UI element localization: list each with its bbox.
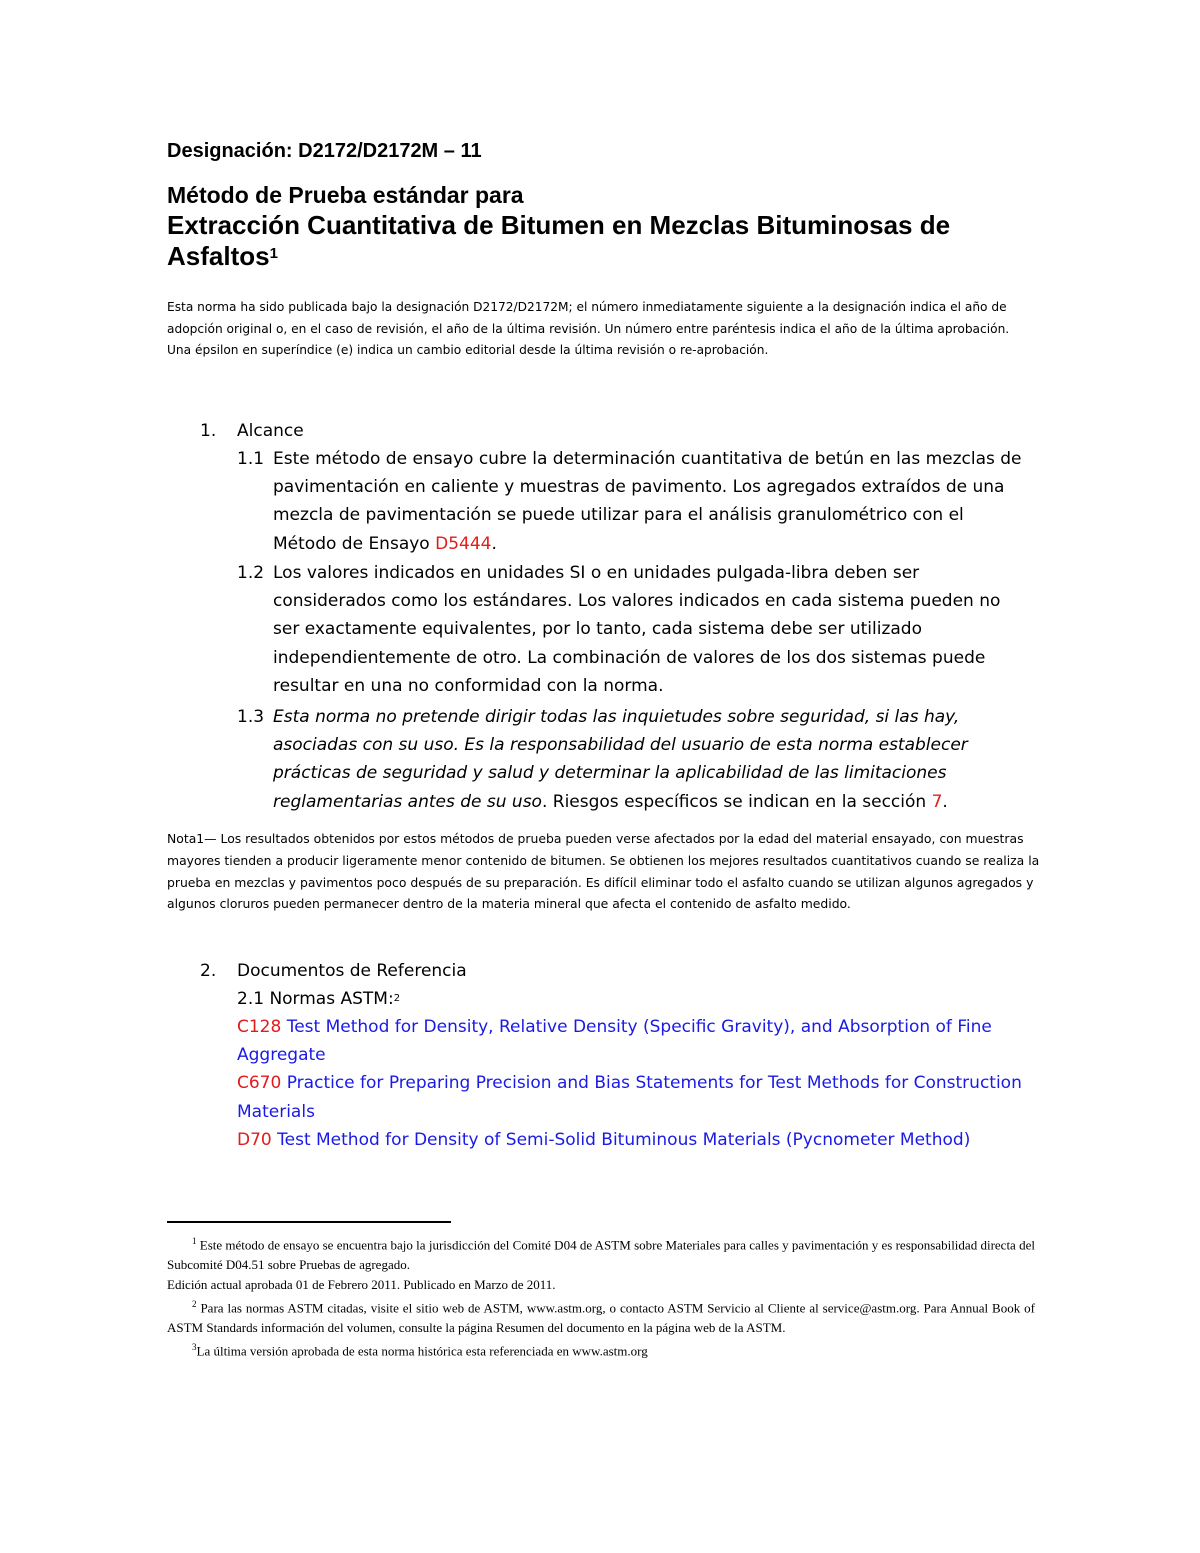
ref-link-section-7[interactable]: 7: [931, 791, 943, 812]
reference-code[interactable]: C128: [237, 1017, 282, 1037]
section-2-number: 2.: [200, 961, 217, 981]
subsection-1-3-end: .: [942, 791, 948, 812]
intro-paragraph: Esta norma ha sido publicada bajo la designación D2172/D2172M; el número inmediatamente siguiente a la designación indica el año de adopción original o, en el caso de revisión, el año de la última revisión. Un número entre paréntesis indica el año de la última aprobación. Una épsilon en superíndice (e) indica un cambio editorial desde la última revisión o re-aprobación.: [167, 300, 1010, 357]
designation: Designación: D2172/D2172M – 11: [167, 140, 482, 162]
subsection-1-1-text: Este método de ensayo cubre la determinación cuantitativa de betún en las mezclas de pavimentación en caliente y muestras de pavimento. Los agregados extraídos de una mezcla de pavimentación se puede utilizar para el análisis granulométrico con el Método de Ensayo: [273, 449, 1022, 554]
footnote-1-text: Este método de ensayo se encuentra bajo la jurisdicción del Comité D04 de ASTM sobre Materiales para calles y pavimentación y es responsabilidad directa del Subcomité D04.51 sobre Pruebas de agregado.: [167, 1237, 1035, 1273]
footnote-2-mark: 2: [192, 1298, 197, 1309]
title-line-1: Método de Prueba estándar para: [167, 182, 524, 208]
reference-item[interactable]: [237, 1069, 1037, 1125]
section-1-number: 1.: [200, 421, 217, 441]
subsection-1-1-end: .: [491, 533, 497, 554]
reference-code[interactable]: C670: [237, 1073, 282, 1094]
title-footnote-mark[interactable]: 1: [269, 245, 278, 262]
subsection-1-3-text: . Riesgos específicos se indican en la sección: [541, 791, 932, 812]
title-line-2-text: Extracción Cuantitativa de Bitumen en Mezclas Bituminosas de Asfaltos: [167, 210, 951, 271]
footnote-1-mark: 1: [192, 1236, 197, 1246]
reference-item[interactable]: [237, 1126, 1037, 1154]
normas-footnote-mark[interactable]: 2: [393, 993, 401, 1004]
subsection-1-2: [237, 559, 1027, 700]
footnote-divider: [167, 1221, 451, 1223]
reference-title[interactable]: Test Method for Density of Semi-Solid Bituminous Materials (Pycnometer Method): [271, 1129, 971, 1150]
footnote-2-text: Para las normas ASTM citadas, visite el sitio web de ASTM, www.astm.org, o contacto ASTM Servicio al Cliente al service@astm.org. Para Annual Book of ASTM Standards información del volumen, consulte la página Resumen del documento en la página web de la ASTM.: [167, 1300, 1035, 1335]
subsection-1-2-text: Los valores indicados en unidades SI o en unidades pulgada-libra deben ser considerados como los estándares. Los valores indicados en cada sistema pueden no ser exactamente equivalentes, por lo tanto, cada sistema debe ser utilizado independientemente de otro. La combinación de valores de los dos sistemas puede resultar en una no conformidad con la norma.: [273, 563, 1001, 696]
subsection-1-3-number: 1.3: [237, 707, 265, 727]
note-1: Nota1— Los resultados obtenidos por estos métodos de prueba pueden verse afectados por la edad del material ensayado, con muestras mayores tienden a producir ligeramente menor contenido de bitumen. Se obtienen los mejores resultados cuantitativos cuando se realiza la prueba en mezclas y pavimentos poco después de su preparación. Es difícil eliminar todo el asfalto cuando se utilizan algunos agregados y algunos cloruros pueden permanecer dentro de la materia mineral que afecta el contenido de asfalto medido.: [167, 831, 1040, 912]
footnote-3-text: La última versión aprobada de esta norma histórica esta referenciada en www.astm.org: [196, 1342, 648, 1358]
reference-title[interactable]: Practice for Preparing Precision and Bias Statements for Test Methods for Construction Materials: [237, 1073, 1022, 1122]
footnote-2: [167, 1295, 1035, 1338]
ref-link-d5444[interactable]: D5444: [435, 533, 492, 554]
safety-statement: Esta norma no pretende dirigir todas las inquietudes sobre seguridad, si las hay, asociadas con su uso. Es la responsabilidad del usuario de esta norma establecer prácticas de seguridad y salud y determinar la aplicabilidad de las limitaciones reglamentarias antes de su uso: [273, 707, 968, 812]
section-2-title: Documentos de Referencia: [237, 961, 467, 981]
subsection-1-2-number: 1.2: [237, 563, 265, 583]
reference-list: [237, 1013, 1037, 1154]
title-line-2: [167, 210, 1047, 272]
footnote-1-edition: Edición actual aprobada 01 de Febrero 2011. Publicado en Marzo de 2011.: [167, 1276, 556, 1292]
section-2-heading: [200, 957, 467, 985]
footnotes: [167, 1232, 1035, 1361]
normas-label: 2.1 Normas ASTM:: [237, 989, 394, 1009]
subsection-2-1: [237, 985, 400, 1013]
subsection-1-1-body: [273, 445, 1027, 558]
reference-code[interactable]: D70: [237, 1129, 272, 1150]
footnote-3-mark: 3: [192, 1341, 197, 1352]
section-1-title: Alcance: [237, 421, 304, 441]
subsection-1-3: [237, 703, 1027, 816]
subsection-1-1-number: 1.1: [237, 449, 265, 469]
footnote-3: [167, 1338, 1035, 1361]
page-title: [167, 180, 1047, 272]
footnote-1: [167, 1232, 1035, 1275]
reference-title[interactable]: Test Method for Density, Relative Density (Specific Gravity), and Absorption of Fine Aggregate: [237, 1017, 992, 1066]
subsection-1-1: [237, 445, 1027, 558]
subsection-1-3-body: [273, 703, 1027, 816]
section-1-heading: [200, 417, 304, 445]
reference-item[interactable]: [237, 1013, 1037, 1069]
